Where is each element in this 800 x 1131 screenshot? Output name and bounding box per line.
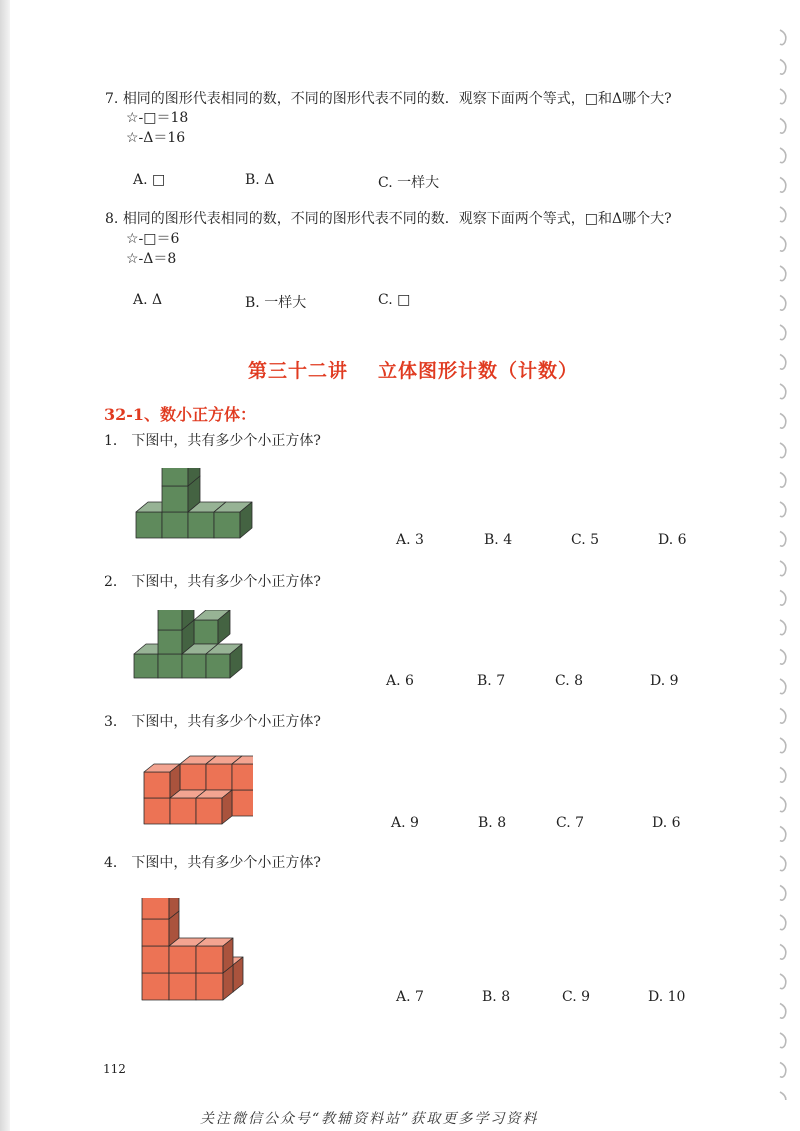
binding-ring (780, 237, 786, 252)
question-number: 1． (104, 433, 127, 449)
option-d: D. 6 (652, 815, 681, 831)
binding-ring (780, 178, 786, 193)
page-number: 112 (103, 1062, 126, 1076)
option-a: A. 7 (396, 989, 424, 1005)
option-a: A. Δ (133, 292, 163, 308)
question-number: 3． (104, 714, 127, 730)
footer-watermark: 关注微信公众号“教辅资料站”获取更多学习资料 (200, 1111, 539, 1127)
binding-ring (780, 325, 786, 340)
question-text: 下图中，共有多少个小正方体? (131, 433, 321, 449)
cube-question-3 (104, 712, 321, 732)
option-d: D. 10 (648, 989, 686, 1005)
question-number: 2． (104, 574, 127, 590)
binding-ring (780, 915, 786, 930)
binding-ring (780, 1063, 786, 1078)
option-d: D. 9 (650, 673, 679, 689)
binding-ring (780, 414, 786, 429)
chapter-number: 第三十二讲 (248, 360, 349, 382)
chapter-topic: 立体图形计数（计数） (378, 360, 579, 382)
page-left-edge (0, 0, 10, 1131)
option-c: C. 7 (556, 815, 585, 831)
option-c: C. 9 (562, 989, 591, 1005)
binding-ring (780, 443, 786, 458)
question-7 (105, 89, 672, 109)
cube-figure-1 (130, 468, 260, 548)
binding-ring (780, 207, 786, 222)
cube-question-1 (104, 431, 321, 451)
option-c: C. 5 (571, 532, 600, 548)
question-number: 8. (105, 211, 119, 227)
binding-ring (780, 768, 786, 783)
option-a: A. □ (133, 172, 166, 188)
option-b: B. 一样大 (245, 295, 307, 311)
spiral-binding (774, 20, 794, 1100)
option-b: B. 7 (477, 673, 506, 689)
small-cube (196, 790, 232, 824)
binding-ring (780, 856, 786, 871)
binding-ring (780, 473, 786, 488)
equation-2: ☆-Δ＝8 (126, 251, 177, 267)
cube-figure-2 (128, 610, 268, 690)
question-text: 下图中，共有多少个小正方体? (131, 574, 321, 590)
binding-ring (780, 561, 786, 576)
equation-1: ☆-□＝6 (126, 231, 180, 247)
small-cube (196, 938, 233, 973)
option-c: C. 8 (555, 673, 584, 689)
question-8 (105, 209, 672, 229)
option-a: A. 6 (386, 673, 414, 689)
question-number: 7. (105, 91, 119, 107)
binding-ring (780, 1004, 786, 1019)
small-cube (214, 502, 252, 538)
equation-2: ☆-Δ＝16 (126, 130, 186, 146)
binding-ring (780, 30, 786, 45)
option-a: A. 3 (396, 532, 424, 548)
cube-question-2 (104, 572, 321, 592)
small-cube (194, 610, 230, 644)
binding-ring (780, 709, 786, 724)
binding-ring (780, 60, 786, 75)
small-cube (142, 898, 179, 919)
binding-ring (780, 532, 786, 547)
chapter-title (248, 356, 578, 383)
binding-ring (780, 384, 786, 399)
binding-ring (780, 945, 786, 960)
binding-ring (780, 266, 786, 281)
option-b: B. 8 (482, 989, 511, 1005)
cube-figure-3 (138, 750, 253, 835)
binding-ring (780, 886, 786, 901)
binding-ring (780, 119, 786, 134)
binding-ring (780, 620, 786, 635)
cube-question-4 (104, 853, 321, 873)
option-a: A. 9 (391, 815, 419, 831)
small-cube (206, 644, 242, 678)
option-c: C. 一样大 (378, 175, 440, 191)
binding-ring (780, 148, 786, 163)
equation-1: ☆-□＝18 (126, 110, 189, 126)
small-cube (144, 764, 180, 798)
question-number: 4． (104, 855, 127, 871)
binding-ring (780, 502, 786, 517)
option-c: C. □ (378, 292, 411, 308)
binding-ring (780, 296, 786, 311)
section-title: 32-1、数小正方体： (104, 405, 257, 424)
binding-ring (780, 89, 786, 104)
option-b: B. Δ (245, 172, 275, 188)
small-cube (232, 756, 253, 790)
binding-ring (780, 355, 786, 370)
binding-ring (780, 1092, 786, 1100)
question-text: 相同的图形代表相同的数，不同的图形代表不同的数．观察下面两个等式，□和Δ哪个大? (122, 91, 672, 107)
question-text: 下图中，共有多少个小正方体? (131, 855, 321, 871)
binding-ring (780, 650, 786, 665)
binding-ring (780, 591, 786, 606)
option-b: B. 4 (484, 532, 513, 548)
cube-figure-4 (136, 898, 251, 1008)
binding-ring (780, 827, 786, 842)
question-text: 下图中，共有多少个小正方体? (131, 714, 321, 730)
binding-ring (780, 738, 786, 753)
binding-ring (780, 797, 786, 812)
question-text: 相同的图形代表相同的数，不同的图形代表不同的数．观察下面两个等式，□和Δ哪个大? (122, 211, 672, 227)
binding-ring (780, 974, 786, 989)
option-b: B. 8 (478, 815, 507, 831)
binding-ring (780, 1033, 786, 1048)
binding-ring (780, 679, 786, 694)
option-d: D. 6 (658, 532, 687, 548)
